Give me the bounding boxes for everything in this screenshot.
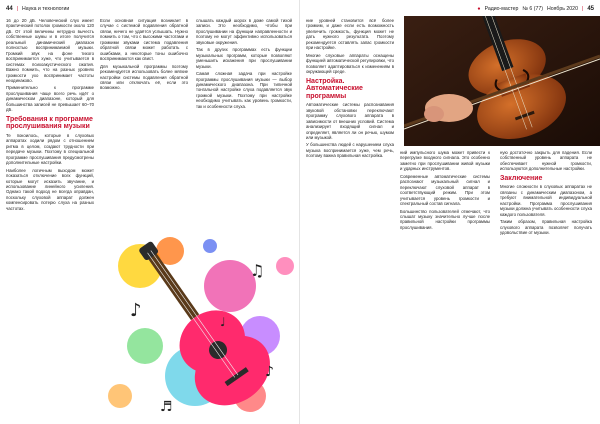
- paragraph: ную достаточно закрыть для падения. Если собственный уровень аппарата не обеспечивает нужной громкости, используются дополнительные настройки.: [500, 150, 592, 172]
- svg-text:♪: ♪: [265, 364, 274, 380]
- article-column-6: [500, 150, 592, 420]
- paragraph: Наиболее логичным выходом может показаться отключение всех функций, которые могут исказить звучание, и использование линейного усиления. Однако такой подход не всегда оправдан, поскольку слуховой аппарат должен компенсировать потерю слуха на разных частотах.: [6, 167, 94, 211]
- paragraph: Автоматические системы распознавания звуковой обстановки переключают программу слухового аппарата в зависимости от внешних условий. Система анализирует входящий сигнал и определяет, является ли он речью, шумом или музыкой.: [306, 102, 394, 141]
- svg-text:♬: ♬: [160, 399, 173, 415]
- paragraph: У большинства людей с нарушением слуха музыка воспринимается хуже, чем речь, поэтому важна правильная настройка.: [306, 142, 394, 159]
- section-heading: Требования к программе прослушивания музыки: [6, 115, 93, 131]
- paragraph: Большинство пользователей отмечают, что слышат музыку значительно лучше после правильной настройки программы прослушивания.: [400, 208, 490, 230]
- left-page-number: 44: [6, 6, 13, 12]
- paragraph: Так в других программах есть функции музыкальных программ, которые позволяют уменьшить искажения при прослушивании музыки.: [196, 47, 292, 69]
- article-column-1: [6, 18, 94, 418]
- paragraph: Для музыкальной программы поэтому рекомендуется использовать более мягкие настройки системы подавления обратной связи или отключать её, если это возможно.: [100, 63, 188, 91]
- paragraph: ние уровней становится всё более громким, и даже если есть возможность увеличить громкость, функция может не дать нужного результата. Поэтому рекомендуется оставлять запас громкости при настройке.: [306, 18, 394, 51]
- paragraph: ний импульсного шума может привести к перегрузке входного сигнала. Это особенно заметно при прослушивании живой музыки и ударных инструментов.: [400, 150, 490, 172]
- page-gutter: [299, 0, 300, 424]
- violin-photo: [404, 16, 600, 146]
- article-column-2: [100, 18, 188, 221]
- paragraph: Если основная ситуация возникает в случае с системой подавления обратной связи, ничего не удаётся услышать. Нужно помнить о том, что с высокими частотами и громкими звуками система подавления обратной связи может работать с ошибками, а некоторые тоны ошибочно воспринимаются как свист.: [100, 18, 188, 62]
- header-separator-left: |: [16, 6, 19, 12]
- paragraph: Те покоилось, которые в слуховых аппаратах ходили рядом с отношением ритма в целом, создают трудности при передаче музыки. Поэтому в специальной программе прослушивания предусмотрены дополнительные настройки.: [6, 132, 94, 166]
- paragraph: Применительно к программе прослушивания чаще всего речь идёт о динамическом диапазоне, который для большинства записей не превышает 60–70 дБ.: [6, 85, 94, 113]
- section-heading: Настройка. Автоматические программы: [306, 77, 363, 100]
- header-separator-right: |: [581, 6, 584, 12]
- article-column-5: [400, 150, 490, 420]
- right-page-number: 45: [587, 6, 594, 12]
- paragraph: Таким образом, правильная настройка слухового аппарата позволяет получать удовольствие от музыки.: [500, 219, 592, 236]
- paragraph: Самая сложная задача при настройке программы прослушивания музыки — выбор динамического диапазона. При типичной тонгальной настройке слуха подавляется звук громкой музыки. Поэтому при настройке необходимо учитывать как уровень громкости, так и особенности слуха.: [196, 71, 292, 109]
- paragraph: Многие сложности в слуховых аппаратах не связаны с динамическим диапазоном, а требуют внимательной индивидуальной настройки. Программа прослушивания музыки должна учитывать особенности слуха каждого пользователя.: [500, 184, 592, 217]
- issue-number: № 6 (77): [522, 6, 543, 12]
- section-heading: Заключение: [500, 174, 543, 182]
- paragraph: Многие слуховые аппараты оснащены функцией автоматической регулировки, что позволяет адаптироваться к изменениям в окружающей среде.: [306, 52, 394, 75]
- issue-date: Ноябрь 2020: [546, 6, 578, 12]
- right-page-header: [477, 4, 594, 14]
- paragraph: 16 до 20 дБ. Человеческий слух имеет практический потолок громкости около 120 дБ. От этой величины нетрудно вычесть собственные шумы и в итоге получится реальный динамический диапазон полностью воспринимаемой музыки. Громкий звук на фоне тихого воспринимается хуже, что учитывается в системах психоакустического сжатия. Важно помнить, что на разных уровнях громкости ухо воспринимает частоты неодинаково.: [6, 18, 94, 83]
- left-page-header: [6, 4, 69, 14]
- magazine-name: Радио-мастер: [484, 6, 519, 12]
- paragraph: Современные автоматические системы распознают музыкальный сигнал и переключают слуховой аппарат в соответствующий режим. При этом учитывается уровень громкости и спектральный состав сигнала.: [400, 173, 490, 207]
- svg-text:♪: ♪: [130, 300, 142, 321]
- svg-text:♫: ♫: [250, 261, 265, 280]
- svg-text:♩: ♩: [220, 315, 226, 329]
- header-marker: ●: [477, 6, 481, 12]
- guitar-illustration: [100, 226, 296, 420]
- paragraph: слышать каждый шорох в доме самой тихой записи. Это необходимо, чтобы при прослушивании на функции направленности и поэтому не могут эффективно использоваться звуковые окружения.: [196, 18, 292, 45]
- left-section-title: Наука и технологии: [22, 6, 70, 12]
- article-column-4: [306, 18, 394, 418]
